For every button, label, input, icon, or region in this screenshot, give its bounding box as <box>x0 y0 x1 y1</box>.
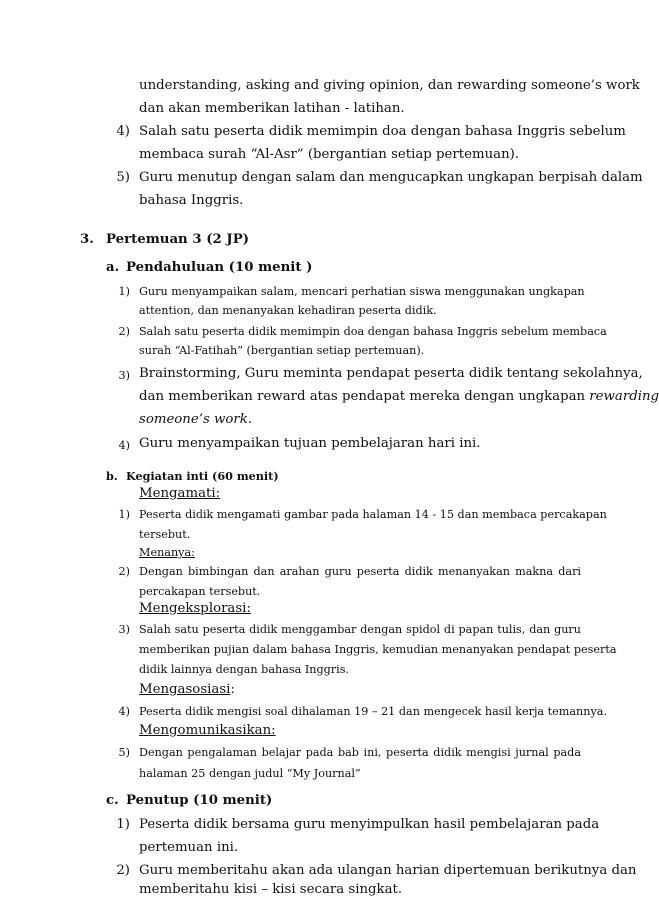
subsection-title: Kegiatan inti (60 menit) <box>126 469 279 483</box>
list-item-text: Guru menyampaikan salam, mencari perhatian siswa menggunakan ungkapan <box>139 285 585 298</box>
continued-text-line: dan akan memberikan latihan - latihan. <box>139 101 405 116</box>
list-item-text: Dengan bimbingan dan arahan guru peserta didik menanyakan makna dari <box>139 565 581 578</box>
list-number: 1) <box>118 508 130 521</box>
list-item-text: halaman 25 dengan judul “My Journal” <box>139 767 361 780</box>
list-item-text: Dengan pengalaman belajar pada bab ini, peserta didik mengisi jurnal pada <box>139 746 581 759</box>
list-item-text: pertemuan ini. <box>139 840 239 855</box>
list-item-text: Salah satu peserta didik menggambar dengan spidol di papan tulis, dan guru <box>139 623 581 636</box>
list-number: 1) <box>116 817 130 832</box>
step-heading: Mengasosiasi <box>139 682 231 697</box>
step-heading: Mengeksplorasi: <box>139 601 251 616</box>
list-number: 2) <box>116 863 130 878</box>
list-item-text: memberikan pujian dalam bahasa Inggris, kemudian menanyakan pendapat peserta <box>139 643 617 656</box>
step-heading: Mengomunikasikan: <box>139 723 276 738</box>
list-item-text: Guru memberitahu akan ada ulangan harian dipertemuan berikutnya dan <box>139 863 637 878</box>
list-item-text: Brainstorming, Guru meminta pendapat peserta didik tentang sekolahnya, <box>139 366 643 381</box>
list-number: 2) <box>118 565 130 578</box>
step-heading-colon: : <box>230 682 235 697</box>
list-item-text: Salah satu peserta didik memimpin doa dengan bahasa Inggris sebelum membaca <box>139 325 607 338</box>
list-item-text: didik lainnya dengan bahasa Inggris. <box>139 663 350 676</box>
step-heading: Mengamati: <box>139 486 221 501</box>
list-item-text: Guru menutup dengan salam dan mengucapkan ungkapan berpisah dalam <box>139 170 643 185</box>
subsection-label: a. <box>106 260 120 275</box>
list-number: 1) <box>118 285 130 298</box>
list-number: 2) <box>118 325 130 338</box>
list-item-text-part: dan memberikan reward atas pendapat mereka dengan ungkapan <box>139 389 590 404</box>
list-item-text: memberitahu kisi – kisi secara singkat. <box>139 882 403 897</box>
list-item-text: percakapan tersebut. <box>139 585 261 598</box>
list-item-text: Peserta didik mengamati gambar pada halaman 14 - 15 dan membaca percakapan <box>139 508 607 521</box>
list-item-text <box>139 389 659 404</box>
list-item-text: surah “Al-Fatihah” (bergantian setiap pertemuan). <box>139 344 425 357</box>
list-item-text: Guru menyampaikan tujuan pembelajaran hari ini. <box>139 436 481 451</box>
step-heading: Menanya: <box>139 546 195 559</box>
list-item-text: Peserta didik mengisi soal dihalaman 19 – 21 dan mengecek hasil kerja temannya. <box>139 705 608 718</box>
list-item-text: attention, dan menanyakan kehadiran peserta didik. <box>139 304 437 317</box>
list-number: 3) <box>118 623 130 636</box>
subsection-title: Penutup (10 menit) <box>126 793 273 808</box>
section-number: 3. <box>80 232 94 247</box>
subsection-label: c. <box>106 793 119 808</box>
step-heading-line <box>139 682 235 697</box>
list-number: 4) <box>116 124 130 139</box>
list-number: 5) <box>116 170 130 185</box>
list-item-text: tersebut. <box>139 528 191 541</box>
list-number: 4) <box>118 439 130 452</box>
list-item-text: bahasa Inggris. <box>139 193 244 208</box>
list-item-text: Salah satu peserta didik memimpin doa dengan bahasa Inggris sebelum <box>139 124 626 139</box>
list-item-text: Peserta didik bersama guru menyimpulkan hasil pembelajaran pada <box>139 817 600 832</box>
list-item-text-italic: rewarding <box>589 389 659 404</box>
subsection-label: b. <box>106 469 118 483</box>
list-item-text-part: . <box>247 412 253 427</box>
list-item-text-italic: someone’s work <box>139 412 248 427</box>
list-number: 5) <box>118 746 130 759</box>
list-item-text <box>139 412 252 427</box>
subsection-title: Pendahuluan (10 menit ) <box>126 260 313 275</box>
list-number: 3) <box>118 369 130 382</box>
section-title: Pertemuan 3 (2 JP) <box>106 232 249 247</box>
list-item-text: membaca surah “Al-Asr” (bergantian setiap pertemuan). <box>139 147 520 162</box>
list-number: 4) <box>118 705 130 718</box>
continued-text-line: understanding, asking and giving opinion, dan rewarding someone’s work <box>139 78 640 93</box>
